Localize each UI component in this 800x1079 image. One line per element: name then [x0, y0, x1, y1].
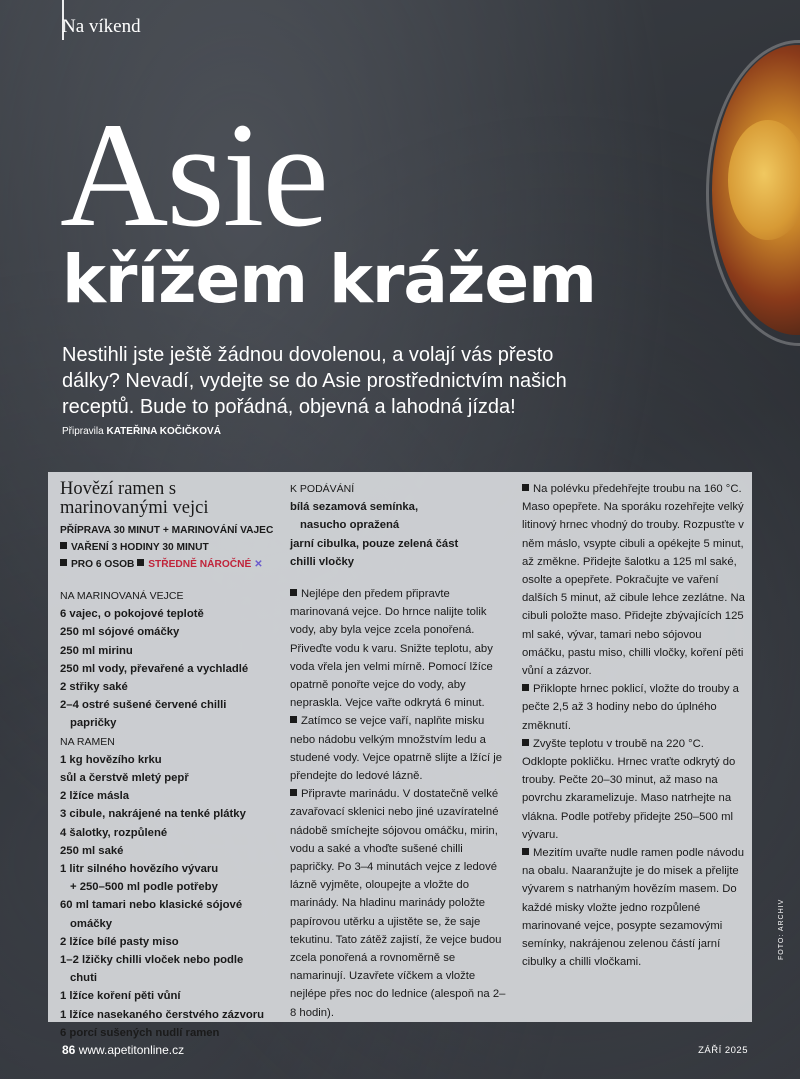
recipe-meta — [60, 522, 282, 573]
ingredient-item: 2 lžíce bílé pasty miso — [60, 935, 179, 948]
serving-item: bílá sezamová semínka, — [290, 501, 419, 514]
serving-item: jarní cibulka, pouze zelená část — [290, 537, 459, 550]
recipe-panel — [48, 472, 752, 1039]
square-bullet-icon — [137, 559, 144, 566]
ingredient-item: 1 lžíce koření pěti vůní — [60, 990, 181, 1003]
square-bullet-icon — [290, 589, 297, 596]
author-credit — [62, 426, 221, 437]
recipe-column-ingredients — [60, 480, 282, 1042]
ingredients-header-eggs: NA MARINOVANÁ VEJCE — [60, 590, 184, 602]
section-label: Na víkend — [62, 16, 141, 37]
ingredient-item: sůl a čerstvě mletý pepř — [60, 772, 189, 785]
meta-cook: VAŘENÍ 3 HODINY 30 MINUT — [71, 542, 209, 553]
serving-item: nasucho opražená — [300, 519, 400, 532]
title-line-1: Asie — [60, 92, 327, 258]
marinated-egg-photo — [728, 120, 800, 240]
meta-prep: PŘÍPRAVA 30 MINUT + MARINOVÁNÍ VAJEC — [60, 525, 274, 536]
ingredient-item: papričky — [70, 717, 117, 730]
credit-name: KATEŘINA KOČIČKOVÁ — [106, 426, 221, 437]
ingredient-item: 4 šalotky, rozpůlené — [60, 826, 168, 839]
square-bullet-icon — [522, 684, 529, 691]
square-bullet-icon — [60, 559, 67, 566]
square-bullet-icon — [522, 739, 529, 746]
ingredient-item: 2 střiky saké — [60, 681, 128, 694]
issue-date: ZÁŘÍ 2025 — [698, 1045, 748, 1056]
square-bullet-icon — [522, 848, 529, 855]
step-paragraph: Na polévku předehřejte troubu na 160 °C. Maso opepřete. Na sporáku rozehřejte velký litinový hrnec vhodný do trouby. Rozpusťte v něm máslo, vsypte cibuli a opékejte 5 minut, až změkne. Přidejte šalotku a 125 ml saké, osolte a opepřete. Pokračujte ve vaření dalších 5 minut, až cibule lehce zezlátne. Na cibuli položte maso. Přidejte zbývajících 125 ml saké, vývar, tamari nebo sójovou omáčku, pastu miso, chilli vločky, koření pěti vůní a zázvor. — [522, 483, 745, 678]
ingredient-item: 1 litr silného hovězího vývaru — [60, 863, 219, 876]
ingredient-item: 1 kg hovězího krku — [60, 753, 162, 766]
ingredient-item: omáčky — [70, 917, 113, 930]
photo-credit: FOTO: ARCHIV — [778, 898, 785, 960]
ingredient-item: 2 lžíce másla — [60, 790, 130, 803]
ingredient-item: 250 ml vody, převařené a vychladlé — [60, 662, 249, 675]
ingredient-item: 250 ml mirinu — [60, 644, 133, 657]
ingredient-item: 2–4 ostré sušené červené chilli — [60, 699, 227, 712]
ingredient-item: 6 porcí sušených nudlí ramen — [60, 1026, 220, 1039]
square-bullet-icon — [522, 484, 529, 491]
step-paragraph: Zatímco se vejce vaří, naplňte misku nebo nádobu velkým množstvím ledu a studené vody. Vejce opatrně slijte a lžící je přendejte do ledové lázně. — [290, 715, 503, 783]
ingredient-item: 6 vajec, o pokojové teplotě — [60, 608, 204, 621]
serving-header: K PODÁVÁNÍ — [290, 483, 355, 495]
recipe-column-steps-2 — [522, 480, 746, 971]
square-bullet-icon — [290, 789, 297, 796]
credit-prefix: Připravila — [62, 426, 104, 437]
step-paragraph: Zvyšte teplotu v troubě na 220 °C. Odklopte pokličku. Hrnec vraťte odkrytý do trouby. Pečte 20–30 minut, až maso na povrchu zkaramelizuje. Maso natrhejte na vlákna. Podle potřeby přidejte 250–500 ml vývaru. — [522, 737, 736, 841]
square-bullet-icon — [290, 716, 297, 723]
lead-paragraph: Nestihli jste ještě žádnou dovolenou, a volají vás přesto dálky? Nevadí, vydejte se do Asie prostřednictvím našich receptů. Bude to pořádná, objevná a lahodná jízda! — [62, 344, 567, 418]
meta-servings-row — [60, 556, 282, 573]
ingredient-item: 1 lžíce nasekaného čerstvého zázvoru — [60, 1008, 265, 1021]
step-paragraph: Nejlépe den předem připravte marinovaná vejce. Do hrnce nalijte tolik vody, aby byla vejce zcela ponořená. Přiveďte vodu k varu. Snižte teplotu, aby voda vřela jen velmi mírně. Pomocí lžíce opatrně ponořte vejce do vody, aby nepraskla. Vejce vařte odkrytá 6 minut. — [290, 588, 493, 710]
title-line-2: křížem krážem — [62, 241, 596, 318]
ingredient-item: chuti — [70, 972, 97, 985]
ingredient-item: 60 ml tamari nebo klasické sójové — [60, 899, 243, 912]
ingredient-item: + 250–500 ml podle potřeby — [70, 881, 218, 894]
meta-difficulty: STŘEDNĚ NÁROČNÉ — [148, 559, 252, 570]
page-number: 86 — [62, 1043, 76, 1057]
ingredient-item: 3 cibule, nakrájené na tenké plátky — [60, 808, 246, 821]
website-link[interactable]: www.apetitonline.cz — [78, 1043, 185, 1057]
square-bullet-icon — [60, 542, 67, 549]
ingredients-header-ramen: NA RAMEN — [60, 735, 115, 748]
ingredient-item: 1–2 lžičky chilli vloček nebo podle — [60, 954, 244, 967]
meta-servings: PRO 6 OSOB — [71, 559, 135, 570]
step-paragraph: Připravte marinádu. V dostatečně velké zavařovací sklenici nebo jiné uzavíratelné nádobě smíchejte sójovou omáčku, mirin, vodu a saké a vhoďte sušené chilli papričky. Po 3–4 minutách vejce z ledové lázně vyjměte, oloupejte a vložte do marinády. Na hladinu marinády položte papírovou utěrku a ujistěte se, že saje tekutinu. Tato zátěž zajistí, že vejce budou zcela ponořená a rovnoměrně se namarinují. Uzavřete víčkem a vložte nejlépe přes noc do lednice (alespoň na 2–8 hodin). — [290, 788, 506, 1019]
recipe-column-steps-1 — [290, 480, 510, 1022]
step-paragraph: Přiklopte hrnec poklicí, vložte do trouby a pečte 2,5 až 3 hodiny nebo do úplného změknutí. — [522, 683, 739, 732]
ingredient-item: 250 ml sójové omáčky — [60, 626, 180, 639]
serving-item: chilli vločky — [290, 555, 355, 568]
step-paragraph: Mezitím uvařte nudle ramen podle návodu na obalu. Naaranžujte je do misek a přelijte vývarem s natrhaným hovězím masem. Do každé misky vložte jedno rozpůlené marinované vejce, posypte sezamovými semínky, nakrájenou zelenou částí jarní cibulky a chilli vločkami. — [522, 847, 744, 969]
meta-cook-row — [60, 539, 282, 556]
ingredient-item: 250 ml saké — [60, 844, 124, 857]
footer-page — [62, 1043, 184, 1057]
cross-icon: ✕ — [254, 559, 263, 570]
recipe-title: Hovězí ramen s marinovanými vejci — [60, 479, 209, 518]
